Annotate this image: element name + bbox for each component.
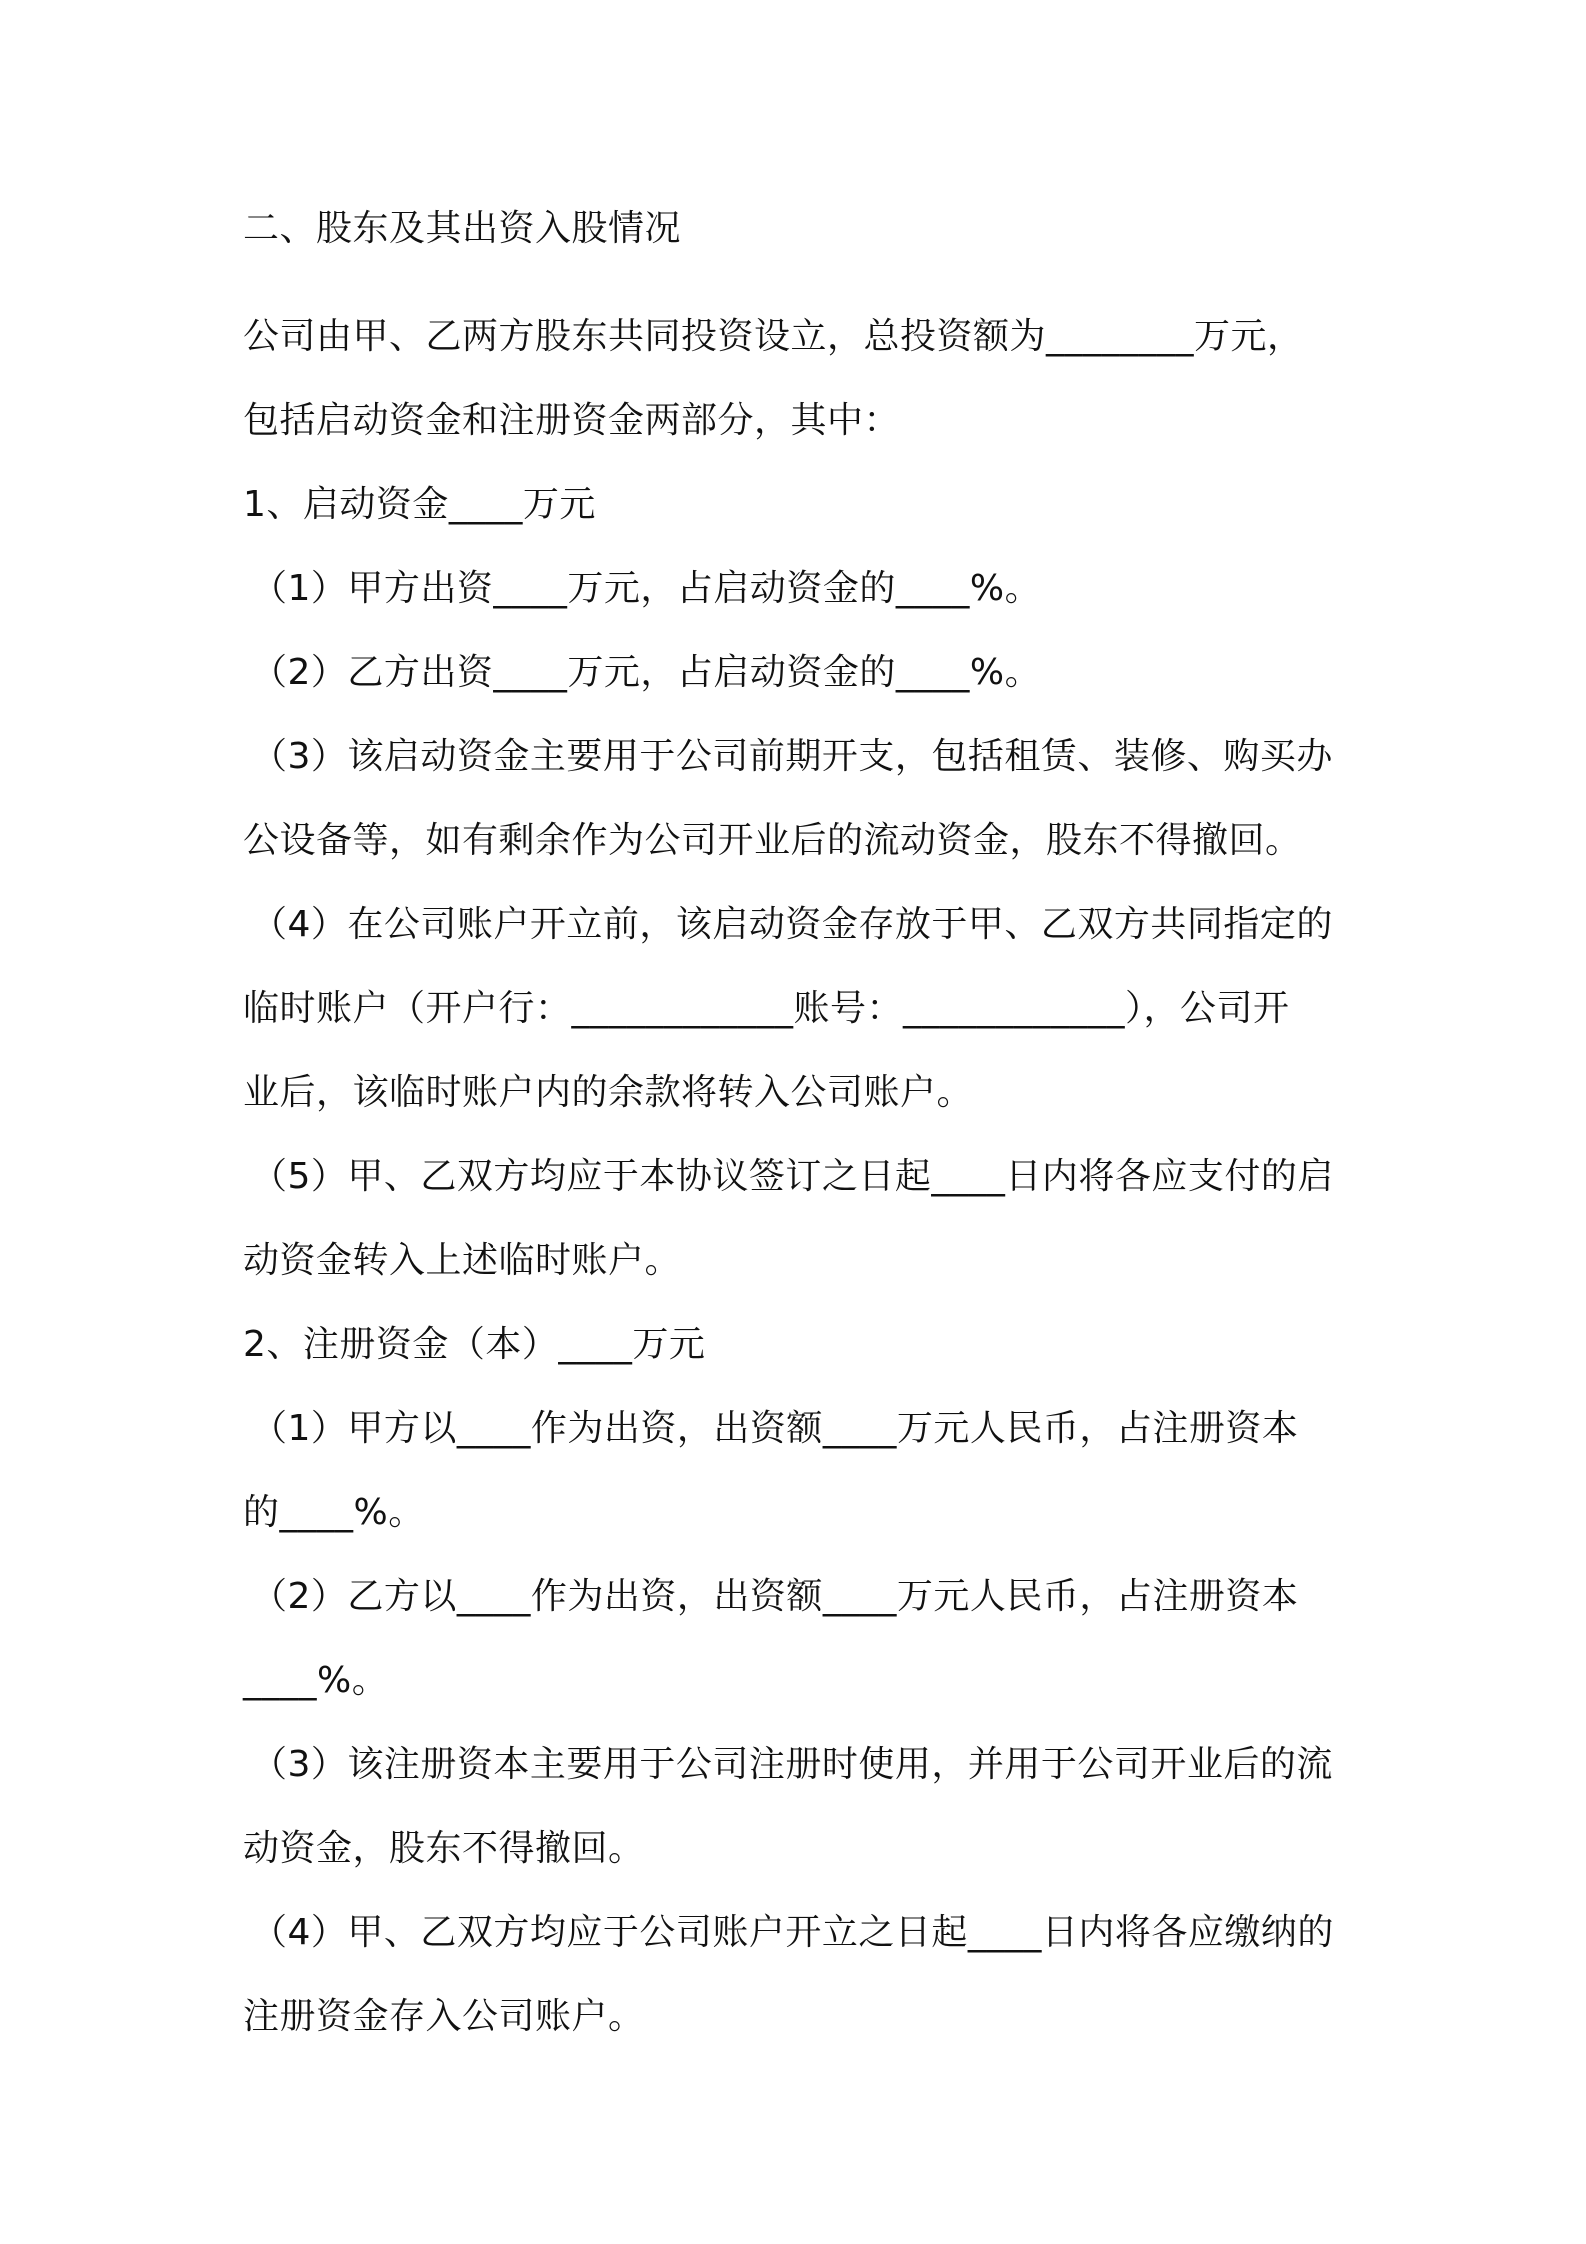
paragraph-line: 包括启动资金和注册资金两部分，其中： — [243, 400, 901, 441]
clause-line: （2）乙方以____作为出资，出资额____万元人民币，占注册资本 — [251, 1576, 1299, 1617]
clause-line: （4）在公司账户开立前，该启动资金存放于甲、乙双方共同指定的 — [251, 904, 1333, 945]
clause-continuation-line: 公设备等，如有剩余作为公司开业后的流动资金，股东不得撤回。 — [243, 820, 1302, 861]
document-body — [243, 200, 1353, 2059]
clause-line: （2）乙方出资____万元，占启动资金的____%。 — [251, 652, 1042, 693]
clause-continuation-line: 注册资金存入公司账户。 — [243, 1996, 645, 2037]
subsection-heading-startup-capital: 1、启动资金____万元 — [243, 484, 596, 525]
clause-line: （4）甲、乙双方均应于公司账户开立之日起____日内将各应缴纳的 — [251, 1912, 1334, 1953]
clause-continuation-line: 动资金，股东不得撤回。 — [243, 1828, 645, 1869]
clause-continuation-line: ____%。 — [243, 1660, 389, 1701]
clause-continuation-line: 临时账户（开户行：____________账号：____________），公司开 — [243, 988, 1290, 1029]
clause-continuation-line: 动资金转入上述临时账户。 — [243, 1240, 682, 1281]
subsection-heading-registered-capital: 2、注册资金（本）____万元 — [243, 1324, 706, 1365]
clause-line: （1）甲方出资____万元，占启动资金的____%。 — [251, 568, 1042, 609]
section-heading: 二、股东及其出资入股情况 — [243, 208, 682, 249]
clause-continuation-line: 的____%。 — [243, 1492, 425, 1533]
clause-line: （1）甲方以____作为出资，出资额____万元人民币，占注册资本 — [251, 1408, 1299, 1449]
paragraph-line: 公司由甲、乙两方股东共同投资设立，总投资额为________万元， — [243, 316, 1304, 357]
clause-line: （3）该启动资金主要用于公司前期开支，包括租赁、装修、购买办 — [251, 736, 1333, 777]
clause-continuation-line: 业后，该临时账户内的余款将转入公司账户。 — [243, 1072, 974, 1113]
clause-line: （3）该注册资本主要用于公司注册时使用，并用于公司开业后的流 — [251, 1744, 1333, 1785]
clause-line: （5）甲、乙双方均应于本协议签订之日起____日内将各应支付的启 — [251, 1156, 1334, 1197]
